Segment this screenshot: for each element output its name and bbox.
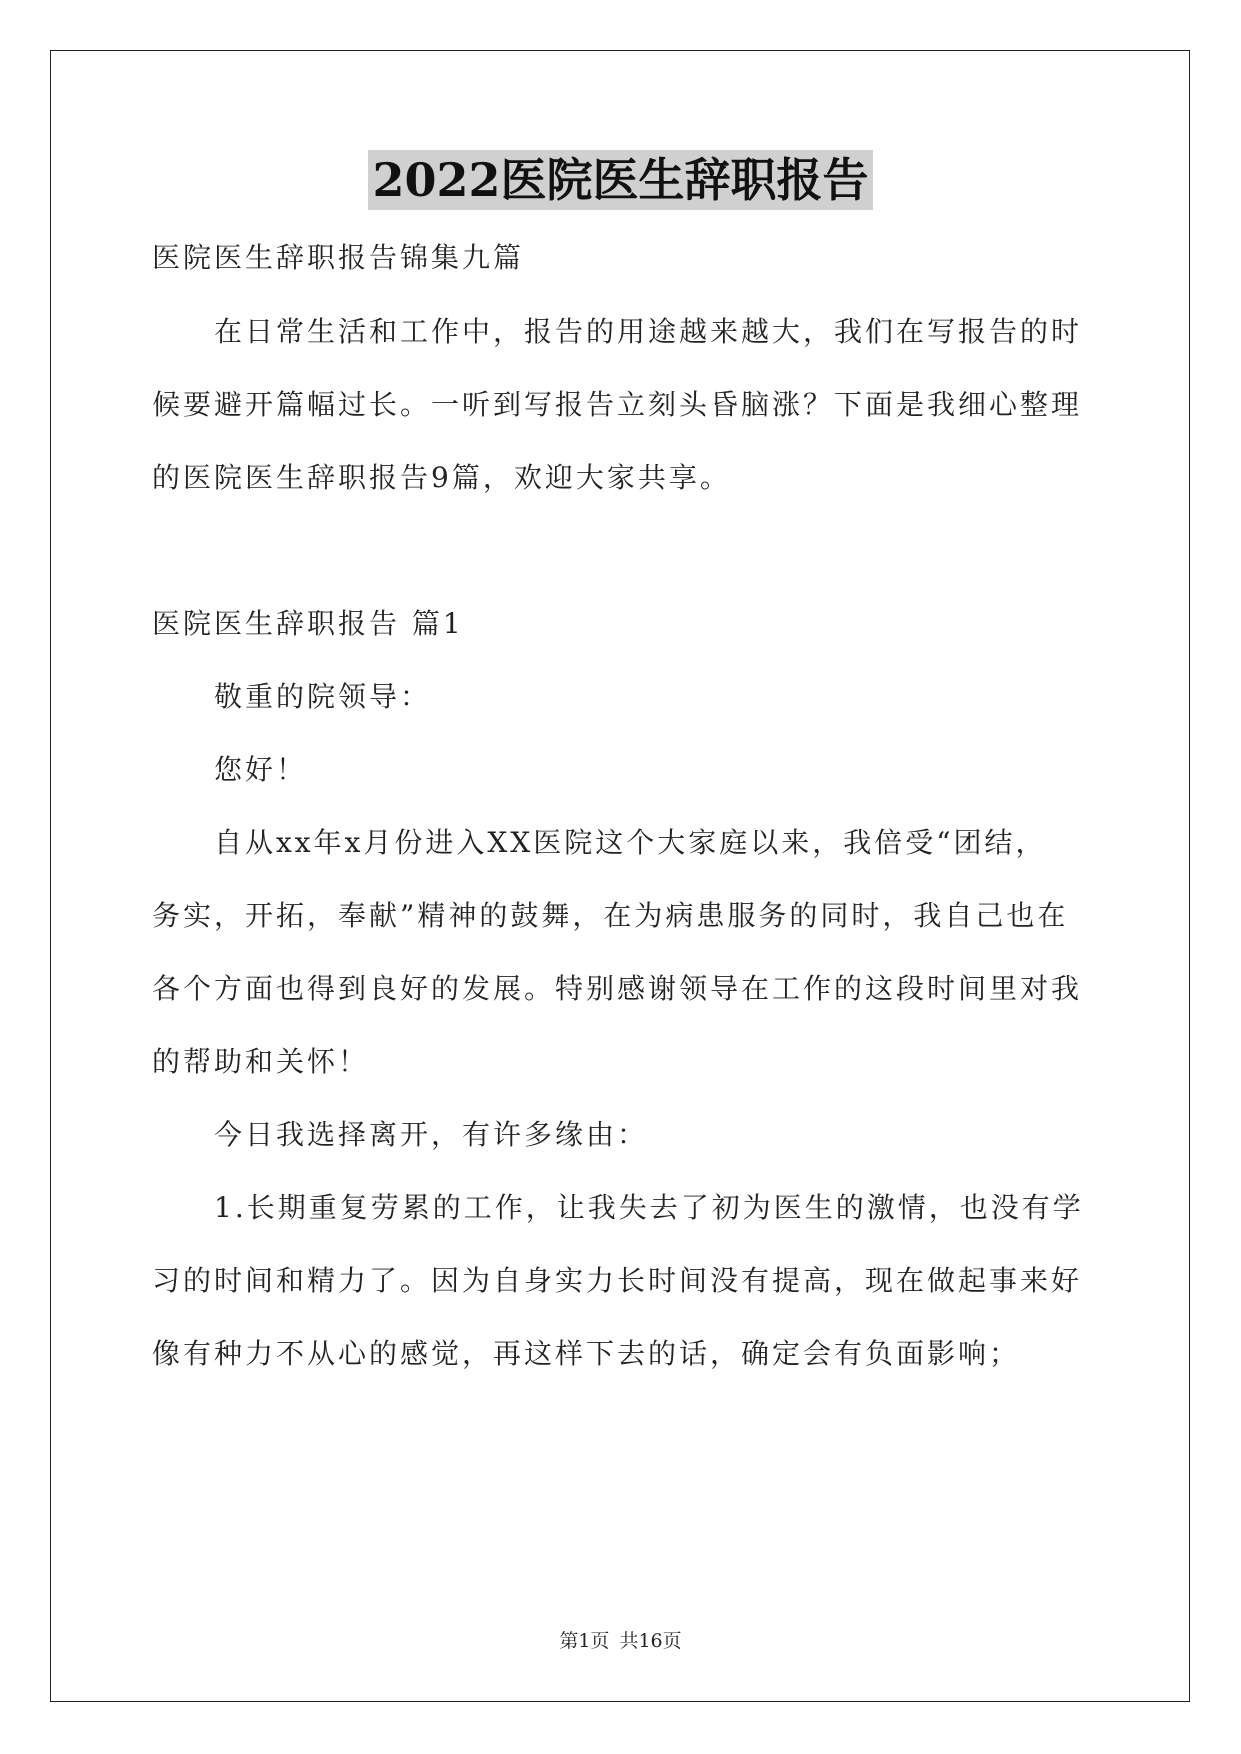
page-frame <box>50 50 1190 1702</box>
document-title: 2022医院医生辞职报告 <box>368 150 872 210</box>
greeting-line: 您好！ <box>214 753 308 786</box>
subtitle-line: 医院医生辞职报告锦集九篇 <box>152 241 525 274</box>
page-number: 第1页 <box>559 1630 610 1652</box>
paragraph-line: 1.长期重复劳累的工作，让我失去了初为医生的激情，也没有学 <box>214 1191 1084 1224</box>
paragraph-line: 自从xx年x月份进入XX医院这个大家庭以来，我倍受“团结， <box>214 826 1047 859</box>
paragraph-line: 的医院医生辞职报告9篇，欢迎大家共享。 <box>152 461 731 494</box>
paragraph-line: 今日我选择离开，有许多缘由： <box>214 1118 649 1151</box>
paragraph-line: 各个方面也得到良好的发展。特别感谢领导在工作的这段时间里对我 <box>152 972 1083 1005</box>
paragraph-line: 的帮助和关怀！ <box>152 1045 370 1078</box>
paragraph-line: 像有种力不从心的感觉，再这样下去的话，确定会有负面影响； <box>152 1337 1021 1370</box>
paragraph-line: 务实，开拓，奉献”精神的鼓舞，在为病患服务的同时，我自己也在 <box>152 899 1069 932</box>
paragraph-line: 候要避开篇幅过长。一听到写报告立刻头昏脑涨？下面是我细心整理 <box>152 388 1083 421</box>
title-wrap <box>0 150 1241 210</box>
total-pages: 共16页 <box>619 1630 682 1652</box>
paragraph-line: 在日常生活和工作中，报告的用途越来越大，我们在写报告的时 <box>214 315 1083 348</box>
salutation-line: 敬重的院领导： <box>214 680 432 713</box>
page-footer <box>0 1626 1241 1653</box>
paragraph-line: 习的时间和精力了。因为自身实力长时间没有提高，现在做起事来好 <box>152 1264 1083 1297</box>
section-heading: 医院医生辞职报告 篇1 <box>152 607 464 640</box>
